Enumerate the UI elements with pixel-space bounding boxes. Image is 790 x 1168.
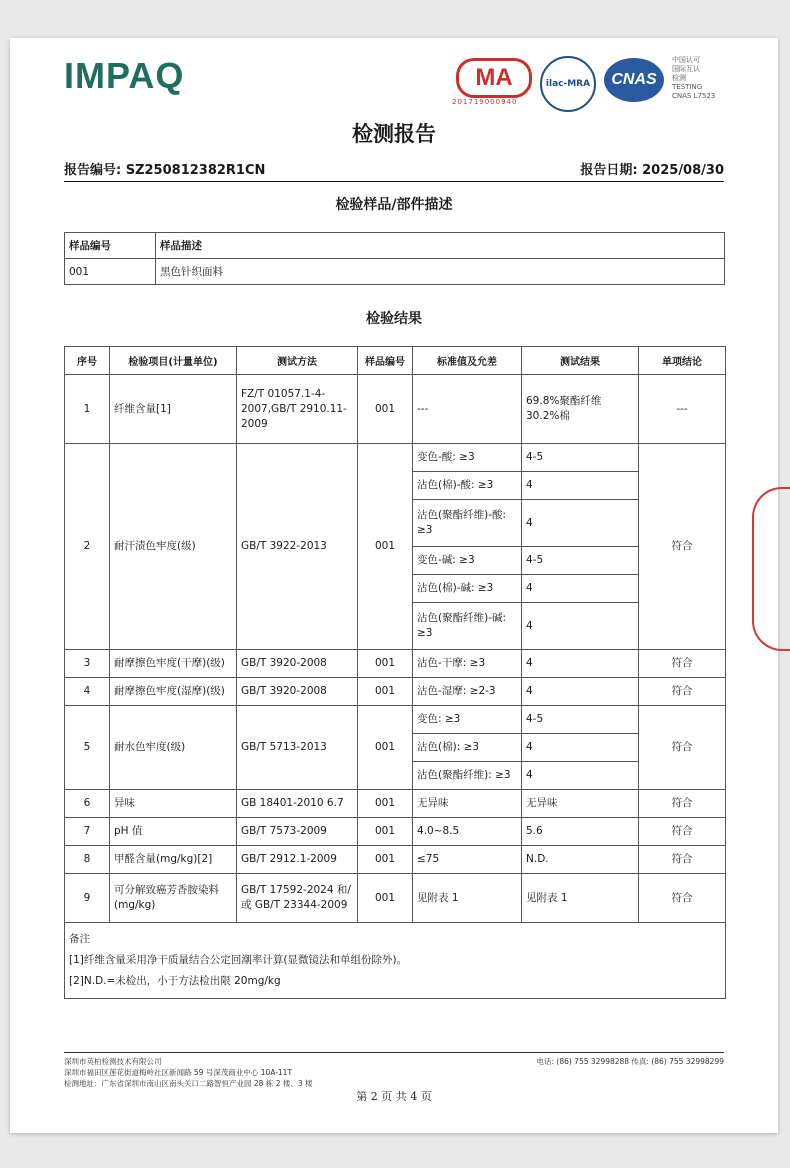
table-subrow: 沾色(聚酯纤维)-碱: ≥3 4 bbox=[65, 603, 726, 650]
table-row: 3 耐摩擦色牢度(干摩)(级) GB/T 3920-2008 001 沾色-干摩: ≥3 4 符合 bbox=[65, 650, 726, 678]
header-cell: 样品编号 bbox=[65, 233, 156, 259]
results-table bbox=[64, 346, 726, 999]
report-page bbox=[10, 38, 778, 1133]
table-subrow: 沾色(棉)-酸: ≥3 4 bbox=[65, 472, 726, 500]
cma-logo: MA bbox=[456, 58, 532, 98]
footer-test-address: 检测地址：广东省深圳市南山区南头关口二路智恒产业园 28 栋 2 楼、3 楼 bbox=[64, 1079, 313, 1088]
table-row: 5 耐水色牢度(级) GB/T 5713-2013 001 变色: ≥3 4-5 符合 bbox=[65, 706, 726, 734]
report-number: 报告编号: SZ250812382R1CN bbox=[64, 163, 266, 178]
header-cell: 测试方法 bbox=[237, 347, 358, 375]
header-cell: 测试结果 bbox=[522, 347, 639, 375]
sample-desc-cell: 黑色针织面料 bbox=[156, 259, 725, 285]
table-header-row bbox=[65, 347, 726, 375]
table-row: 6 异味 GB 18401-2010 6.7 001 无异味 无异味 符合 bbox=[65, 790, 726, 818]
table-row bbox=[65, 259, 725, 285]
table-header-row bbox=[65, 233, 725, 259]
table-row: 2 耐汗渍色牢度(级) GB/T 3922-2013 001 变色-酸: ≥3 4-5 符合 bbox=[65, 444, 726, 472]
inspection-stamp bbox=[752, 487, 790, 651]
sample-table bbox=[64, 232, 725, 285]
page-number: 第 2 页 共 4 页 bbox=[356, 1090, 432, 1103]
footer-address: 深圳市福田区莲花街道梅岭社区新闻路 59 号深茂商业中心 10A-11T bbox=[64, 1068, 293, 1077]
header-cell: 单项结论 bbox=[639, 347, 726, 375]
cnas-logo: CNAS bbox=[604, 58, 664, 102]
note-1: [1]纤维含量采用净干质量结合公定回潮率计算(显微镜法和单组份除外)。 bbox=[69, 954, 408, 966]
table-subrow: 沾色(聚酯纤维)-酸: ≥3 4 bbox=[65, 500, 726, 547]
report-title: 检测报告 bbox=[352, 122, 436, 146]
header-cell: 序号 bbox=[65, 347, 110, 375]
notes-row bbox=[65, 923, 726, 999]
table-subrow: 沾色(聚酯纤维): ≥3 4 bbox=[65, 762, 726, 790]
note-2: [2]N.D.=未检出，小于方法检出限 20mg/kg bbox=[69, 975, 281, 987]
footer-company: 深圳市英柏检测技术有限公司 bbox=[64, 1057, 162, 1066]
table-row: 4 耐摩擦色牢度(湿摩)(级) GB/T 3920-2008 001 沾色-湿摩: ≥2-3 4 符合 bbox=[65, 678, 726, 706]
report-meta bbox=[64, 159, 724, 182]
report-date: 报告日期: 2025/08/30 bbox=[580, 163, 724, 178]
table-subrow: 变色-碱: ≥3 4-5 bbox=[65, 547, 726, 575]
table-row: 7 pH 值 GB/T 7573-2009 001 4.0~8.5 5.6 符合 bbox=[65, 818, 726, 846]
notes-title: 备注 bbox=[69, 933, 90, 945]
impaq-logo: IMPAQ bbox=[64, 55, 185, 96]
table-row: 8 甲醛含量(mg/kg)[2] GB/T 2912.1-2009 001 ≤75 N.D. 符合 bbox=[65, 846, 726, 874]
footer-phone: 电话: (86) 755 32998288 传真: (86) 755 32998299 bbox=[536, 1057, 724, 1066]
sample-id-cell: 001 bbox=[65, 259, 156, 285]
ilac-mra-logo: ilac-MRA bbox=[540, 56, 596, 112]
table-row: 9 可分解致癌芳香胺染料(mg/kg) GB/T 17592-2024 和/或 GB/T 23344-2009 001 见附表 1 见附表 1 符合 bbox=[65, 874, 726, 923]
header-cell: 检验项目(计量单位) bbox=[110, 347, 237, 375]
header-cell: 样品描述 bbox=[156, 233, 725, 259]
table-subrow: 沾色(棉): ≥3 4 bbox=[65, 734, 726, 762]
sample-section-title: 检验样品/部件描述 bbox=[335, 197, 453, 213]
page-footer bbox=[64, 1052, 724, 1089]
table-row: 1 纤维含量[1] FZ/T 01057.1-4-2007,GB/T 2910.11-2009 001 --- 69.8%聚酯纤维 30.2%棉 --- bbox=[65, 375, 726, 444]
cma-number: 201719000940 bbox=[452, 98, 518, 106]
cnas-accreditation-text: 中国认可 国际互认 检测 TESTING CNAS L7523 bbox=[672, 56, 716, 100]
header-cell: 标准值及允差 bbox=[413, 347, 522, 375]
results-section-title: 检验结果 bbox=[366, 311, 422, 327]
header-cell: 样品编号 bbox=[358, 347, 413, 375]
table-subrow: 沾色(棉)-碱: ≥3 4 bbox=[65, 575, 726, 603]
